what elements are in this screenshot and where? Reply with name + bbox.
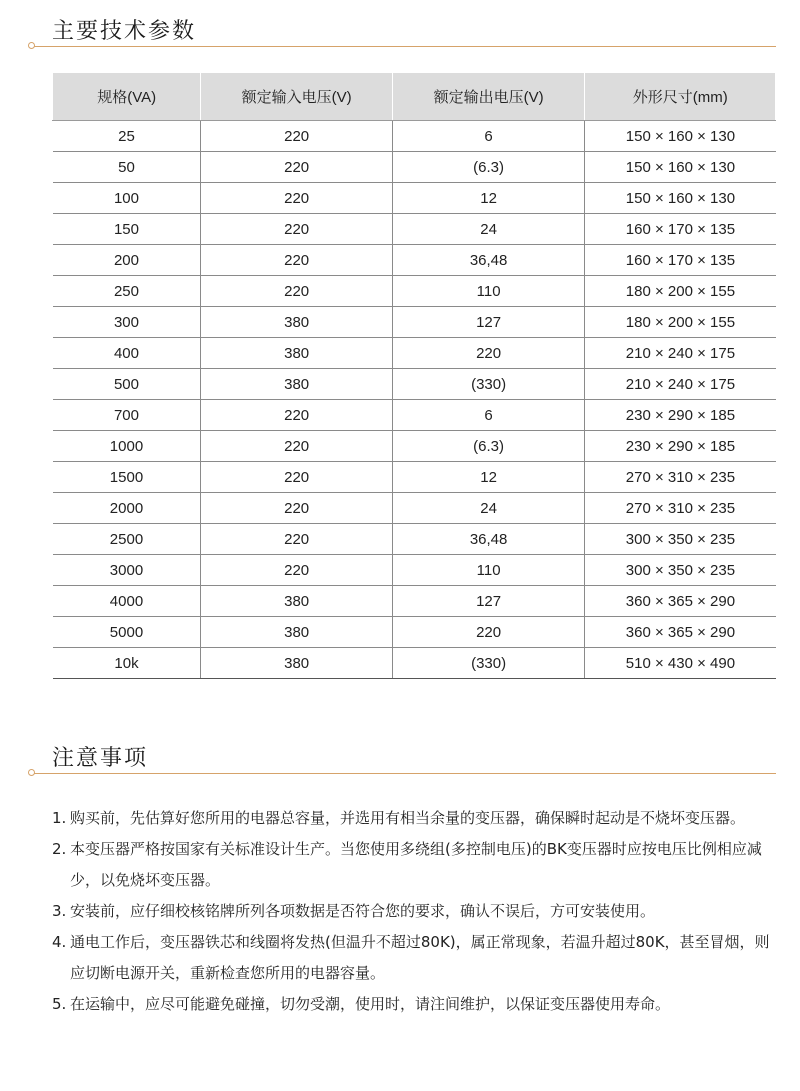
cell-capacity: 250 <box>53 276 201 307</box>
cell-capacity: 50 <box>53 152 201 183</box>
col-header-dimensions: 外形尺寸(mm) <box>585 73 776 121</box>
cell-dimensions: 160 × 170 × 135 <box>585 214 776 245</box>
cell-capacity: 10k <box>53 648 201 679</box>
cell-dimensions: 180 × 200 × 155 <box>585 276 776 307</box>
table-row <box>53 493 776 524</box>
list-item <box>52 927 782 989</box>
col-header-output-voltage: 额定输出电压(V) <box>392 73 585 121</box>
cell-dimensions: 160 × 170 × 135 <box>585 245 776 276</box>
cell-capacity: 300 <box>53 307 201 338</box>
table-row <box>53 338 776 369</box>
table-row <box>53 462 776 493</box>
table-row <box>53 121 776 152</box>
note-text: 本变压器严格按国家有关标准设计生产。当您使用多绕组(多控制电压)的BK变压器时应按电压比例相应减少，以免烧坏变压器。 <box>70 840 762 889</box>
cell-input-voltage: 220 <box>201 121 392 152</box>
cell-capacity: 200 <box>53 245 201 276</box>
notes-list <box>52 803 782 1020</box>
cell-dimensions: 180 × 200 × 155 <box>585 307 776 338</box>
cell-output-voltage: 36,48 <box>392 245 585 276</box>
col-header-capacity: 规格(VA) <box>53 73 201 121</box>
cell-output-voltage: 6 <box>392 400 585 431</box>
cell-dimensions: 300 × 350 × 235 <box>585 524 776 555</box>
cell-input-voltage: 380 <box>201 586 392 617</box>
note-number: 2. <box>52 840 67 858</box>
table-row <box>53 307 776 338</box>
cell-capacity: 100 <box>53 183 201 214</box>
table-row <box>53 245 776 276</box>
cell-capacity: 3000 <box>53 555 201 586</box>
cell-dimensions: 360 × 365 × 290 <box>585 617 776 648</box>
spec-section-rule <box>30 46 776 47</box>
note-text: 在运输中，应尽可能避免碰撞，切勿受潮，使用时，请注间维护，以保证变压器使用寿命。 <box>70 995 671 1013</box>
cell-dimensions: 230 × 290 × 185 <box>585 400 776 431</box>
cell-output-voltage: (6.3) <box>392 431 585 462</box>
cell-dimensions: 270 × 310 × 235 <box>585 493 776 524</box>
cell-output-voltage: (6.3) <box>392 152 585 183</box>
cell-capacity: 150 <box>53 214 201 245</box>
list-item <box>52 989 782 1020</box>
table-row <box>53 524 776 555</box>
cell-input-voltage: 380 <box>201 648 392 679</box>
list-item <box>52 896 782 927</box>
rule-dot-icon <box>28 769 35 776</box>
rule-dot-icon <box>28 42 35 49</box>
cell-capacity: 700 <box>53 400 201 431</box>
note-number: 5. <box>52 995 67 1013</box>
note-number: 4. <box>52 933 67 951</box>
cell-input-voltage: 220 <box>201 524 392 555</box>
cell-capacity: 2500 <box>53 524 201 555</box>
cell-dimensions: 360 × 365 × 290 <box>585 586 776 617</box>
table-row <box>53 214 776 245</box>
table-row <box>53 617 776 648</box>
cell-dimensions: 300 × 350 × 235 <box>585 555 776 586</box>
cell-capacity: 2000 <box>53 493 201 524</box>
col-header-input-voltage: 额定输入电压(V) <box>201 73 392 121</box>
cell-dimensions: 210 × 240 × 175 <box>585 338 776 369</box>
cell-dimensions: 210 × 240 × 175 <box>585 369 776 400</box>
spec-section-title: 主要技术参数 <box>52 19 197 44</box>
cell-output-voltage: 12 <box>392 462 585 493</box>
cell-input-voltage: 220 <box>201 183 392 214</box>
cell-output-voltage: 36,48 <box>392 524 585 555</box>
cell-input-voltage: 220 <box>201 214 392 245</box>
cell-output-voltage: 24 <box>392 214 585 245</box>
cell-capacity: 1500 <box>53 462 201 493</box>
spec-table-header <box>53 73 776 121</box>
note-text: 安装前，应仔细校核铭牌所列各项数据是否符合您的要求，确认不误后，方可安装使用。 <box>70 902 656 920</box>
cell-output-voltage: 127 <box>392 307 585 338</box>
note-text: 购买前，先估算好您所用的电器总容量，并选用有相当余量的变压器，确保瞬时起动是不烧坏变压器。 <box>70 809 746 827</box>
table-row <box>53 276 776 307</box>
note-number: 3. <box>52 902 67 920</box>
cell-capacity: 5000 <box>53 617 201 648</box>
table-row <box>53 152 776 183</box>
cell-capacity: 25 <box>53 121 201 152</box>
cell-output-voltage: 110 <box>392 276 585 307</box>
cell-output-voltage: (330) <box>392 648 585 679</box>
note-number: 1. <box>52 809 67 827</box>
cell-input-voltage: 220 <box>201 152 392 183</box>
table-row <box>53 586 776 617</box>
cell-input-voltage: 380 <box>201 307 392 338</box>
cell-input-voltage: 220 <box>201 245 392 276</box>
table-row <box>53 183 776 214</box>
cell-capacity: 1000 <box>53 431 201 462</box>
cell-dimensions: 270 × 310 × 235 <box>585 462 776 493</box>
list-item <box>52 834 782 896</box>
cell-output-voltage: 220 <box>392 338 585 369</box>
cell-output-voltage: 24 <box>392 493 585 524</box>
spec-table-body <box>53 121 776 679</box>
cell-output-voltage: (330) <box>392 369 585 400</box>
cell-output-voltage: 12 <box>392 183 585 214</box>
cell-dimensions: 150 × 160 × 130 <box>585 121 776 152</box>
table-row <box>53 431 776 462</box>
notes-section-title: 注意事项 <box>52 746 149 771</box>
cell-output-voltage: 6 <box>392 121 585 152</box>
cell-capacity: 4000 <box>53 586 201 617</box>
cell-capacity: 400 <box>53 338 201 369</box>
cell-input-voltage: 220 <box>201 431 392 462</box>
cell-dimensions: 150 × 160 × 130 <box>585 183 776 214</box>
table-row <box>53 400 776 431</box>
notes-section-rule <box>30 773 776 774</box>
cell-output-voltage: 110 <box>392 555 585 586</box>
cell-input-voltage: 380 <box>201 338 392 369</box>
cell-input-voltage: 380 <box>201 369 392 400</box>
cell-input-voltage: 220 <box>201 462 392 493</box>
cell-output-voltage: 127 <box>392 586 585 617</box>
list-item <box>52 803 782 834</box>
note-text: 通电工作后，变压器铁芯和线圈将发热(但温升不超过80K)，属正常现象，若温升超过80K，甚至冒烟，则应切断电源开关，重新检查您所用的电器容量。 <box>70 933 770 982</box>
spec-table <box>52 73 776 679</box>
cell-dimensions: 150 × 160 × 130 <box>585 152 776 183</box>
table-row <box>53 648 776 679</box>
cell-dimensions: 510 × 430 × 490 <box>585 648 776 679</box>
cell-input-voltage: 220 <box>201 276 392 307</box>
cell-input-voltage: 380 <box>201 617 392 648</box>
cell-capacity: 500 <box>53 369 201 400</box>
cell-input-voltage: 220 <box>201 400 392 431</box>
table-row <box>53 369 776 400</box>
cell-output-voltage: 220 <box>392 617 585 648</box>
cell-dimensions: 230 × 290 × 185 <box>585 431 776 462</box>
cell-input-voltage: 220 <box>201 555 392 586</box>
cell-input-voltage: 220 <box>201 493 392 524</box>
table-row <box>53 555 776 586</box>
